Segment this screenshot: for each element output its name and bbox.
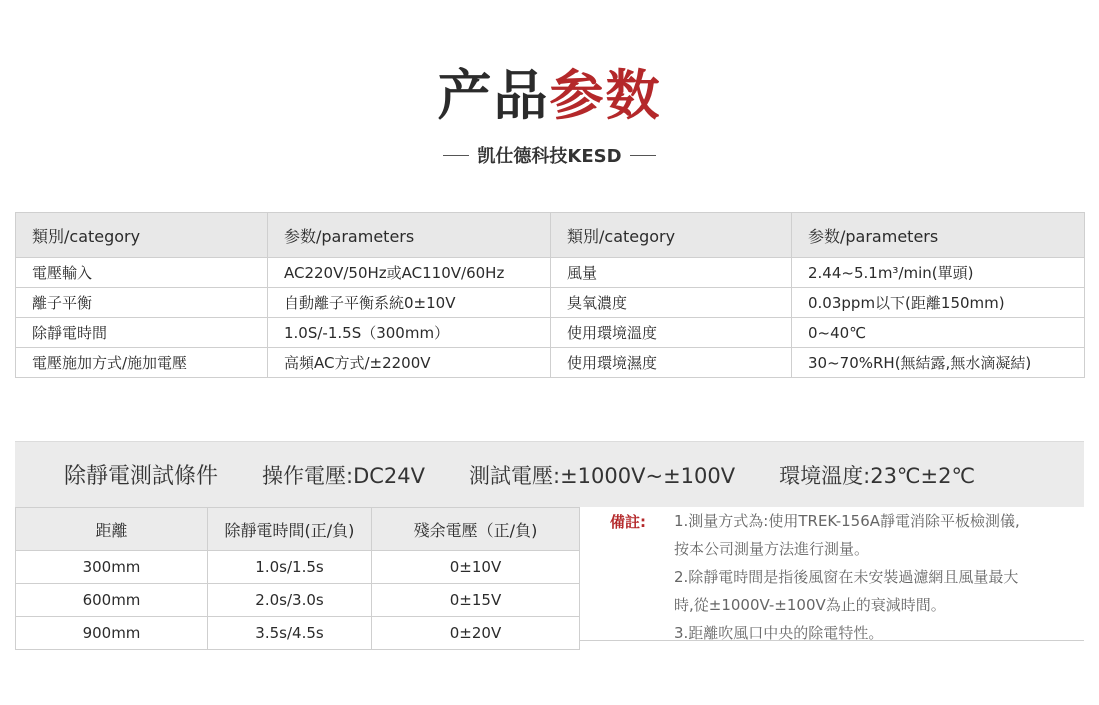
- table-cell: 300mm: [16, 551, 208, 584]
- subtitle-left-rule: [443, 155, 469, 156]
- subtitle-text: 凯仕德科技KESD: [477, 146, 622, 167]
- table-cell: 600mm: [16, 584, 208, 617]
- title-part-main: 产品: [437, 64, 550, 127]
- table-cell: 離子平衡: [16, 288, 268, 318]
- table-cell: 0±10V: [372, 551, 580, 584]
- header-cell: 距離: [16, 508, 208, 551]
- condition-test-voltage: 測試電壓:±1000V~±100V: [469, 463, 736, 488]
- table-cell: 0.03ppm以下(距離150mm): [792, 288, 1085, 318]
- notes-list: [674, 507, 1074, 647]
- table-cell: AC220V/50Hz或AC110V/60Hz: [268, 258, 551, 288]
- note-line: 時,從±1000V-±100V為止的衰減時間。: [674, 596, 946, 614]
- test-results-table: [15, 507, 580, 650]
- header-cell: 類別/category: [16, 213, 268, 258]
- table-cell: 2.44~5.1m³/min(單頭): [792, 258, 1085, 288]
- note-line: 按本公司測量方法進行測量。: [674, 540, 870, 558]
- notes-panel: [579, 507, 1084, 641]
- note-line: 1.測量方式為:使用TREK-156A靜電消除平板檢測儀,: [674, 512, 1020, 530]
- table-cell: 0~40℃: [792, 318, 1085, 348]
- table-row: [16, 551, 580, 584]
- parameters-header-row: [16, 213, 1085, 258]
- table-cell: 1.0s/1.5s: [208, 551, 372, 584]
- condition-operating-voltage: 操作電壓:DC24V: [262, 463, 426, 488]
- table-cell: 高頻AC方式/±2200V: [268, 348, 551, 378]
- header-cell: 類別/category: [551, 213, 792, 258]
- table-cell: 0±15V: [372, 584, 580, 617]
- table-row: [16, 258, 1085, 288]
- table-cell: 30~70%RH(無結露,無水滴凝結): [792, 348, 1085, 378]
- note-line: 3.距離吹風口中央的除電特性。: [674, 624, 884, 642]
- table-cell: 電壓施加方式/施加電壓: [16, 348, 268, 378]
- test-header-row: [16, 508, 580, 551]
- page-title: [0, 60, 1099, 132]
- table-row: [16, 348, 1085, 378]
- table-row: [16, 584, 580, 617]
- notes-label: 備註:: [610, 513, 646, 531]
- table-cell: 臭氧濃度: [551, 288, 792, 318]
- table-cell: 2.0s/3.0s: [208, 584, 372, 617]
- title-part-accent: 参数: [549, 64, 662, 127]
- condition-ambient-temperature: 環境溫度:23℃±2℃: [779, 463, 976, 488]
- table-row: [16, 318, 1085, 348]
- table-cell: 使用環境溫度: [551, 318, 792, 348]
- header-cell: 除靜電時間(正/負): [208, 508, 372, 551]
- table-cell: 電壓輸入: [16, 258, 268, 288]
- table-cell: 自動離子平衡系統0±10V: [268, 288, 551, 318]
- header-cell: 殘余電壓（正/負): [372, 508, 580, 551]
- table-row: [16, 288, 1085, 318]
- table-cell: 900mm: [16, 617, 208, 650]
- table-cell: 0±20V: [372, 617, 580, 650]
- test-conditions-title: 除靜電測試條件: [64, 464, 219, 489]
- subtitle-right-rule: [630, 155, 656, 156]
- header-cell: 参数/parameters: [268, 213, 551, 258]
- table-cell: 3.5s/4.5s: [208, 617, 372, 650]
- parameters-table: [15, 212, 1085, 378]
- subtitle: [0, 142, 1099, 168]
- table-cell: 風量: [551, 258, 792, 288]
- table-row: [16, 617, 580, 650]
- table-cell: 除靜電時間: [16, 318, 268, 348]
- header-cell: 参数/parameters: [792, 213, 1085, 258]
- note-line: 2.除靜電時間是指後風窗在未安裝過濾網且風量最大: [674, 568, 1019, 586]
- table-cell: 使用環境濕度: [551, 348, 792, 378]
- table-cell: 1.0S/-1.5S（300mm）: [268, 318, 551, 348]
- test-conditions-bar: [15, 441, 1084, 507]
